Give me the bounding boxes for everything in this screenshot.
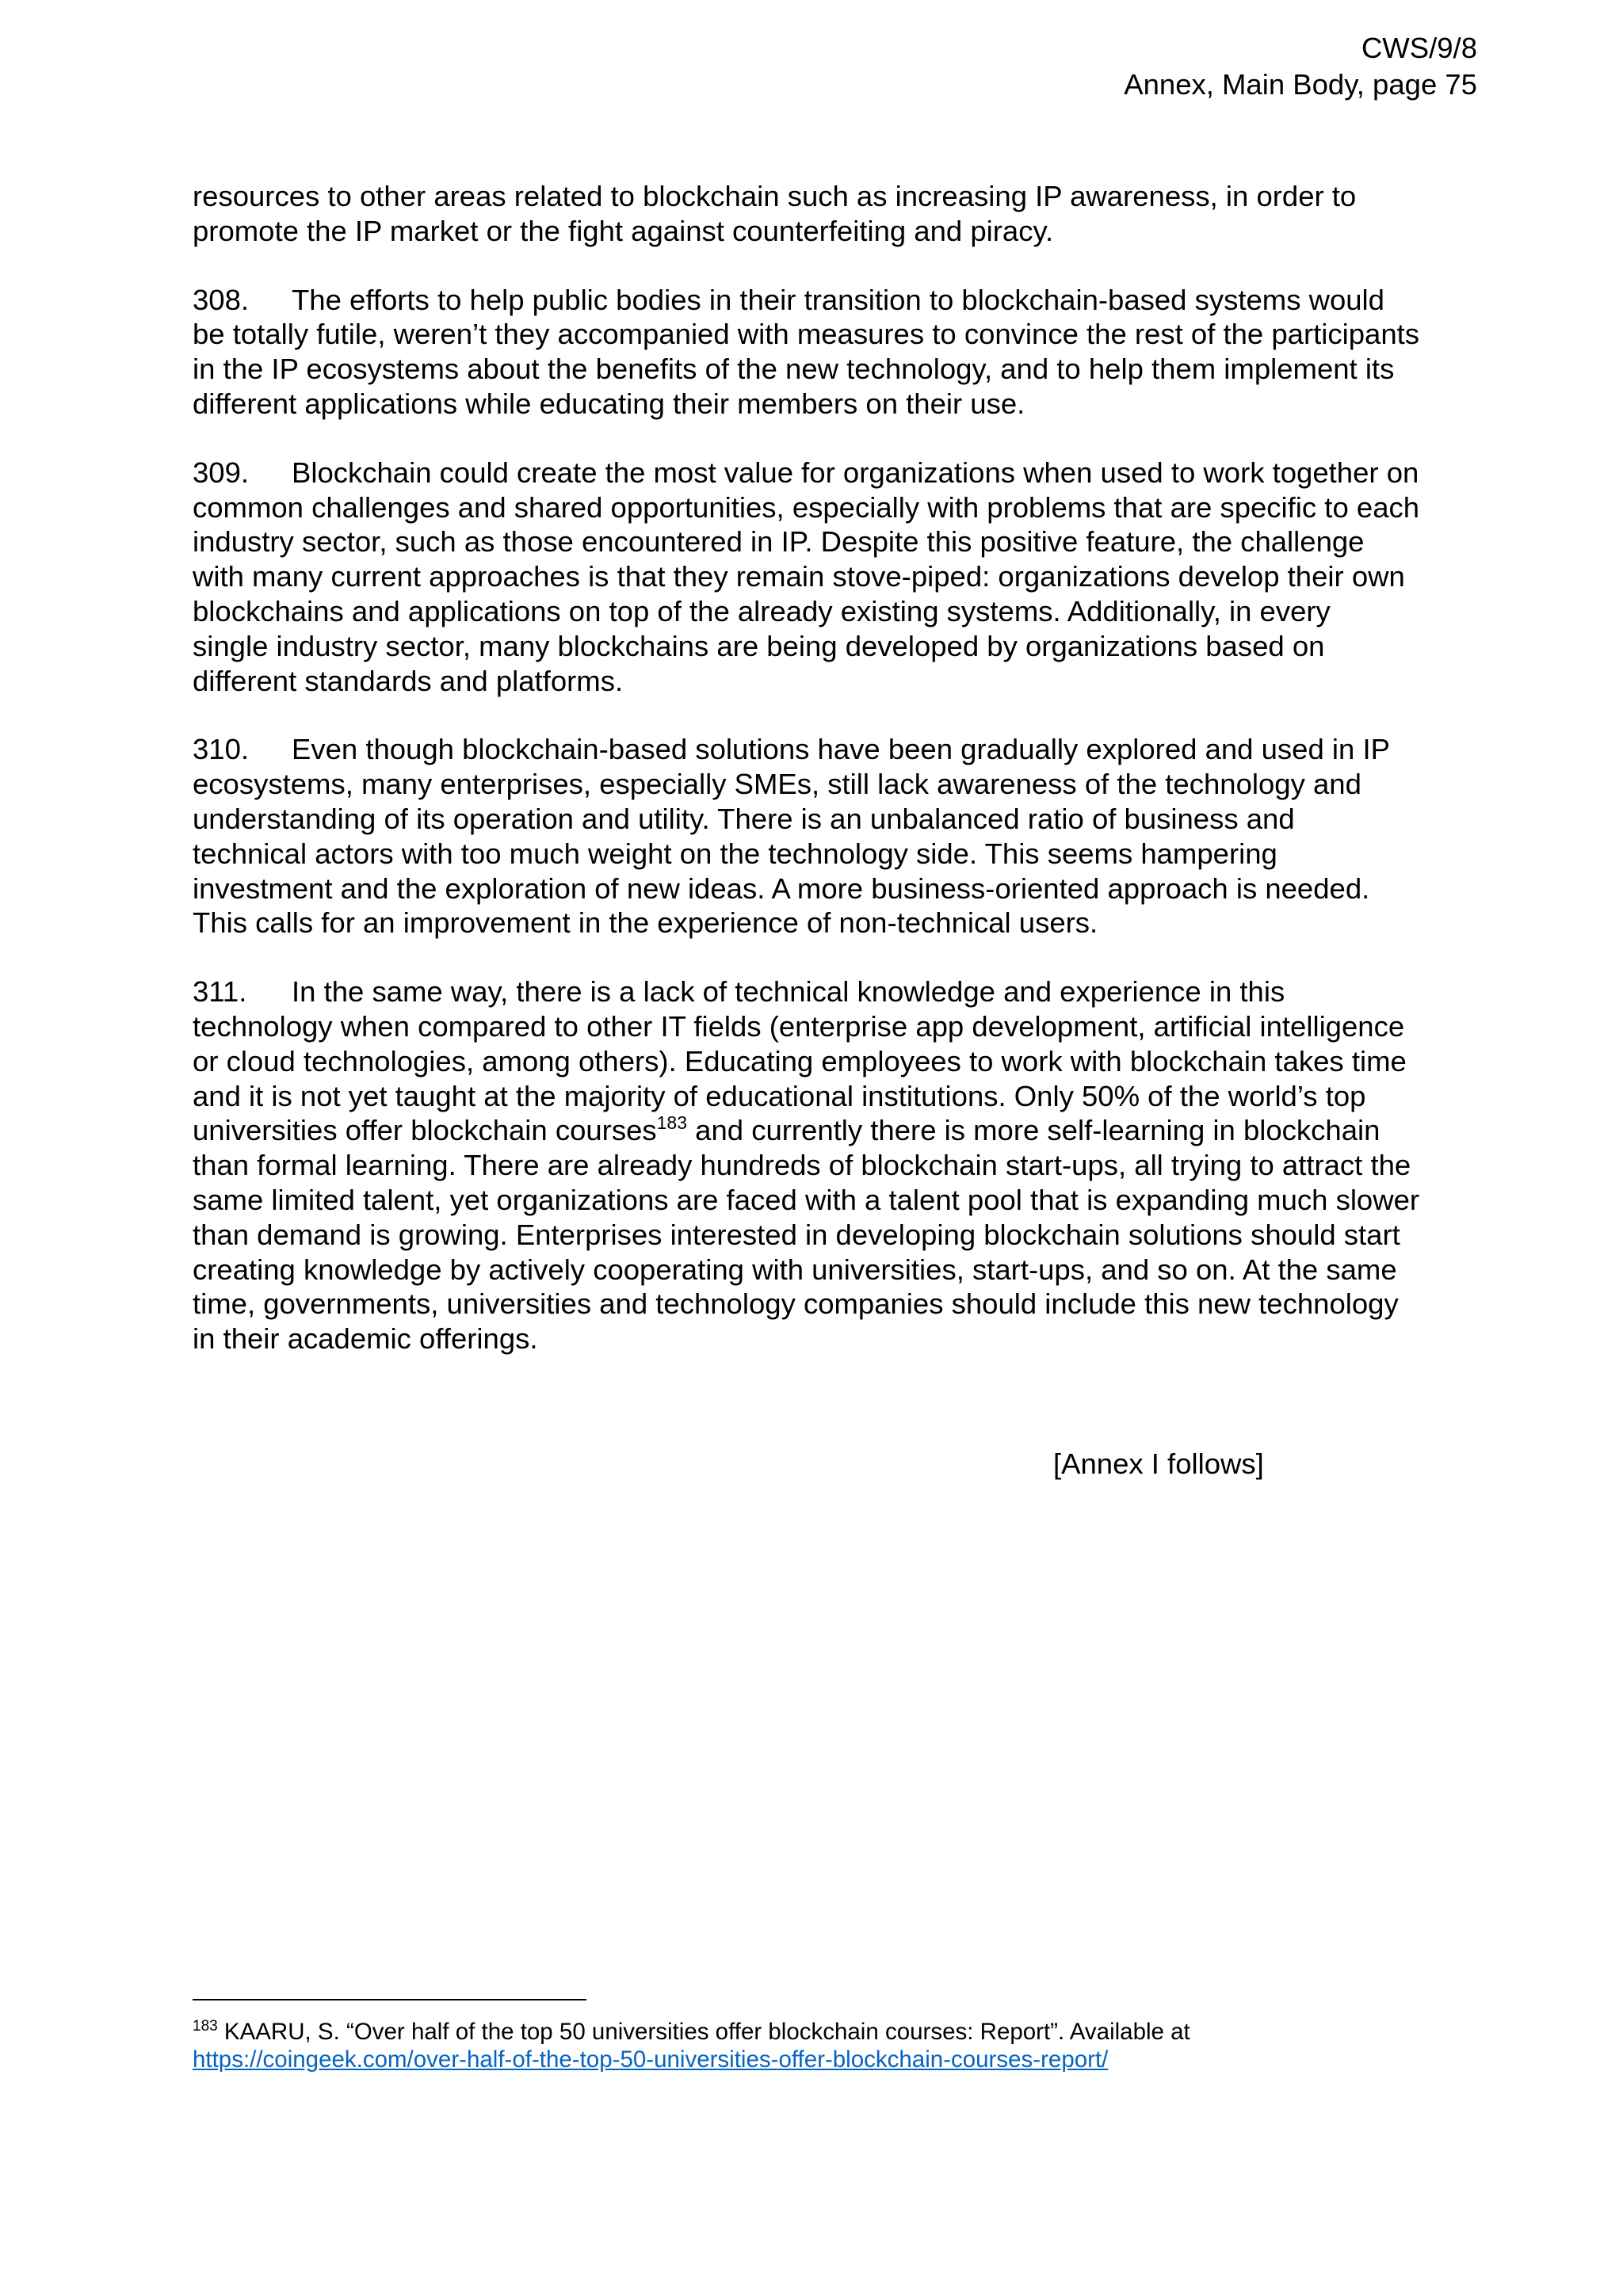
paragraph-number: 310. [193,733,250,766]
footnote-text: KAARU, S. “Over half of the top 50 universities offer blockchain courses: Report”. Available at [217,2019,1190,2045]
footnote-reference[interactable]: 183 [656,1112,688,1134]
text-line: single industry sector, many blockchains are being developed by organizations based on [193,629,1325,662]
text-line: same limited talent, yet organizations are faced with a talent pool that is expanding much slower [193,1183,1420,1216]
text-line: than demand is growing. Enterprises interested in developing blockchain solutions should start [193,1218,1400,1251]
text-fragment: Even though blockchain-based solutions have been gradually explored and used in IP [292,733,1390,766]
text-line [193,283,1476,318]
text-line [193,732,1476,767]
text-line: This calls for an improvement in the experience of non-technical users. [193,906,1098,940]
document-code: CWS/9/8 [1361,32,1477,64]
text-line: investment and the exploration of new ideas. A more business-oriented approach is needed. [193,871,1370,905]
text-line: with many current approaches is that they remain stove-piped: organizations develop their own [193,560,1405,593]
text-line: time, governments, universities and technology companies should include this new technology [193,1287,1399,1321]
text-line: different standards and platforms. [193,664,624,697]
annex-follows-note: [Annex I follows] [1053,1447,1264,1480]
text-line: blockchains and applications on top of the already existing systems. Additionally, in every [193,594,1331,627]
text-line: technology when compared to other IT fields (enterprise app development, artificial intelligence [193,1009,1405,1043]
paragraph-310 [193,732,1476,940]
text-line: in their academic offerings. [193,1322,538,1356]
text-line [193,456,1476,490]
text-line [193,974,1476,1009]
text-fragment: In the same way, there is a lack of technical knowledge and experience in this [292,975,1285,1009]
paragraph-308 [193,283,1476,421]
text-line: in the IP ecosystems about the benefits of the new technology, and to help them implement its [193,353,1395,386]
footnote-separator [193,1999,586,2000]
text-line: industry sector, such as those encountered in IP. Despite this positive feature, the challenge [193,525,1365,559]
text-fragment: The efforts to help public bodies in their transition to blockchain-based systems would [292,283,1384,316]
footnote-link[interactable]: https://coingeek.com/over-half-of-the-top-50-universities-offer-blockchain-courses-report/ [193,2046,1109,2073]
page-header [1124,30,1477,103]
paragraph-continued [193,179,1476,249]
text-line: and it is not yet taught at the majority of educational institutions. Only 50% of the world’s top [193,1079,1366,1112]
text-fragment: universities offer blockchain courses [193,1114,657,1147]
text-line: be totally futile, weren’t they accompanied with measures to convince the rest of the participants [193,318,1420,351]
page-reference: Annex, Main Body, page 75 [1124,68,1477,101]
paragraph-number: 311. [193,975,247,1009]
text-line: different applications while educating their members on their use. [193,387,1025,420]
text-line: or cloud technologies, among others). Educating employees to work with blockchain takes time [193,1044,1407,1077]
text-line: creating knowledge by actively cooperating with universities, start-ups, and so on. At the same [193,1253,1397,1286]
text-line: resources to other areas related to blockchain such as increasing IP awareness, in order to [193,180,1357,212]
text-line: ecosystems, many enterprises, especially SMEs, still lack awareness of the technology and [193,768,1361,801]
footnote-text-line [193,2018,1190,2046]
footnote-183 [193,2018,1190,2073]
paragraph-number: 308. [193,283,250,316]
paragraph-311 [193,974,1476,1356]
body-text [193,179,1476,1390]
footnote-link-line [193,2046,1190,2073]
paragraph-number: 309. [193,456,250,489]
text-line: technical actors with too much weight on the technology side. This seems hampering [193,837,1277,870]
text-line: common challenges and shared opportunities, especially with problems that are specific to each [193,490,1420,524]
footnote-number: 183 [193,2018,218,2035]
paragraph-309 [193,456,1476,699]
text-line: understanding of its operation and utility. There is an unbalanced ratio of business and [193,802,1295,835]
text-line: promote the IP market or the fight against counterfeiting and piracy. [193,214,1054,247]
text-fragment: Blockchain could create the most value for organizations when used to work together on [292,456,1419,489]
text-fragment: and currently there is more self-learning in blockchain [687,1114,1381,1147]
text-line [193,1113,1476,1148]
text-line: than formal learning. There are already hundreds of blockchain start-ups, all trying to attract the [193,1149,1411,1182]
